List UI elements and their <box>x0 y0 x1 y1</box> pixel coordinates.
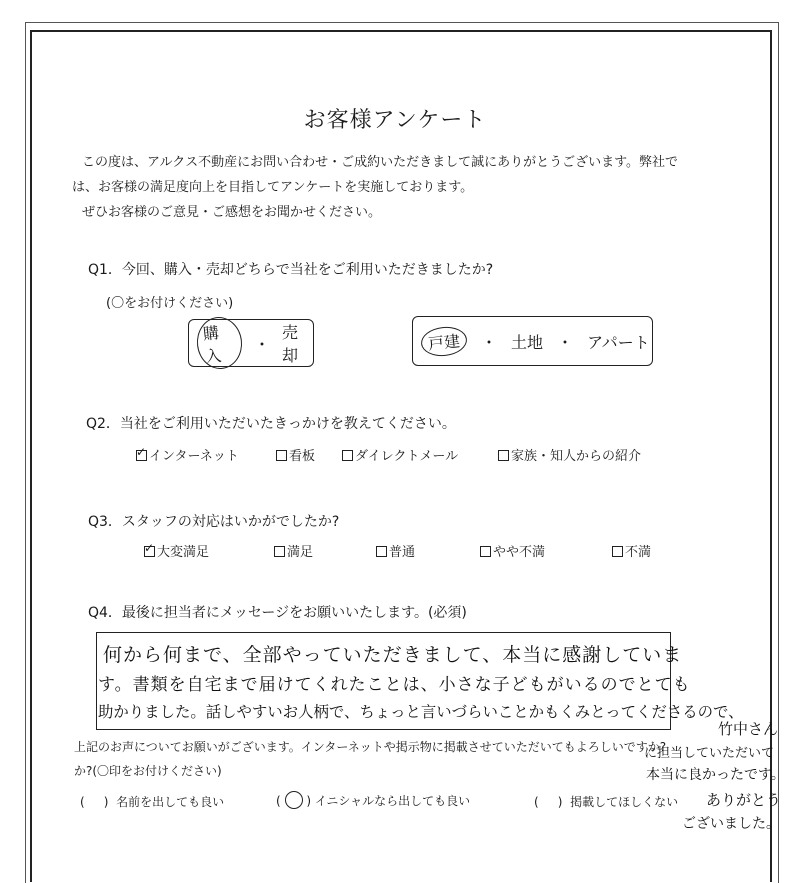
publish-request-line-2: か?(〇印をお付けください) <box>74 764 222 778</box>
checkbox-icon[interactable] <box>498 450 509 461</box>
checkbox-icon[interactable] <box>276 450 287 461</box>
q3-option-somewhat-dissatisfied[interactable]: やや不満 <box>480 541 545 560</box>
q3-option-dissatisfied[interactable]: 不満 <box>612 541 651 560</box>
checkbox-checked-icon[interactable] <box>136 450 147 461</box>
q2-option-direct-mail[interactable]: ダイレクトメール <box>342 445 458 464</box>
publish-option-initials[interactable]: ( ) イニシャルなら出しても良い <box>276 791 470 809</box>
selected-circle-icon <box>285 791 303 809</box>
publish-option-name[interactable]: ( ) 名前を出しても良い <box>80 795 225 809</box>
q1-separator-1: ・ <box>481 332 498 352</box>
q3-option-satisfied[interactable]: 満足 <box>274 541 313 560</box>
q1-option-house[interactable]: 戸建 <box>420 324 469 358</box>
q1-option-sale[interactable]: 売却 <box>282 323 299 365</box>
q1-option-purchase[interactable]: 購入 <box>194 315 244 371</box>
checkbox-checked-icon[interactable] <box>144 546 155 557</box>
q1-box-transaction <box>188 319 314 367</box>
side-note-line-5: ございました。 <box>682 816 780 832</box>
q1-question: Q1．今回、購入・売却どちらで当社をご利用いただきましたか? <box>88 262 494 278</box>
q1-note: (〇をお付けください) <box>106 296 234 311</box>
side-note-line-4: ありがとう <box>706 791 782 809</box>
q1-option-land[interactable]: 土地 <box>511 332 544 352</box>
q2-option-referral[interactable]: 家族・知人からの紹介 <box>498 445 641 464</box>
q1-separator: ・ <box>253 334 270 354</box>
page-title: お客様アンケート <box>303 108 487 133</box>
q4-answer-line-1: 何から何まで、全部やっていただきまして、本当に感謝していま <box>103 644 683 666</box>
q4-question: Q4．最後に担当者にメッセージをお願いいたします。(必須) <box>88 605 467 621</box>
checkbox-icon[interactable] <box>612 546 623 557</box>
checkbox-icon[interactable] <box>480 546 491 557</box>
checkbox-icon[interactable] <box>342 450 353 461</box>
intro-line-1: この度は、アルクス不動産にお問い合わせ・ご成約いただきまして誠にありがとうございます。弊社で <box>82 155 679 170</box>
q3-question: Q3．スタッフの対応はいかがでしたか? <box>88 514 340 530</box>
q1-box-property <box>412 316 653 366</box>
intro-line-3: ぜひお客様のご意見・ご感想をお聞かせください。 <box>82 205 382 220</box>
q1-option-apartment[interactable]: アパート <box>587 332 650 352</box>
q1-separator-2: ・ <box>557 332 574 352</box>
checkbox-icon[interactable] <box>274 546 285 557</box>
q2-option-internet[interactable]: ✓インターネット <box>136 445 239 464</box>
side-note-line-3: 本当に良かったです。 <box>646 767 785 783</box>
q2-question: Q2．当社をご利用いただいたきっかけを教えてください。 <box>86 416 456 432</box>
intro-line-2: は、お客様の満足度向上を目指してアンケートを実施しております。 <box>72 180 474 195</box>
q2-option-signboard[interactable]: 看板 <box>276 445 315 464</box>
publish-request-line-1: 上記のお声についてお願いがございます。インターネットや掲示物に掲載させていただいてもよろしいですか? <box>74 740 667 754</box>
side-note-line-1: 竹中さん <box>718 720 779 738</box>
publish-option-decline[interactable]: ( ) 掲載してほしくない <box>534 795 679 809</box>
checkbox-icon[interactable] <box>376 546 387 557</box>
side-note-line-2: に担当していただいて <box>644 746 775 761</box>
q4-answer-line-3: 助かりました。話しやすいお人柄で、ちょっと言いづらいことかもくみとってくださるので、 <box>98 703 744 721</box>
q3-option-neutral[interactable]: 普通 <box>376 541 415 560</box>
q3-option-very-satisfied[interactable]: ✓大変満足 <box>144 541 209 560</box>
q4-answer-line-2: す。書類を自宅まで届けてくれたことは、小さな子どもがいるのでとても <box>98 675 691 695</box>
